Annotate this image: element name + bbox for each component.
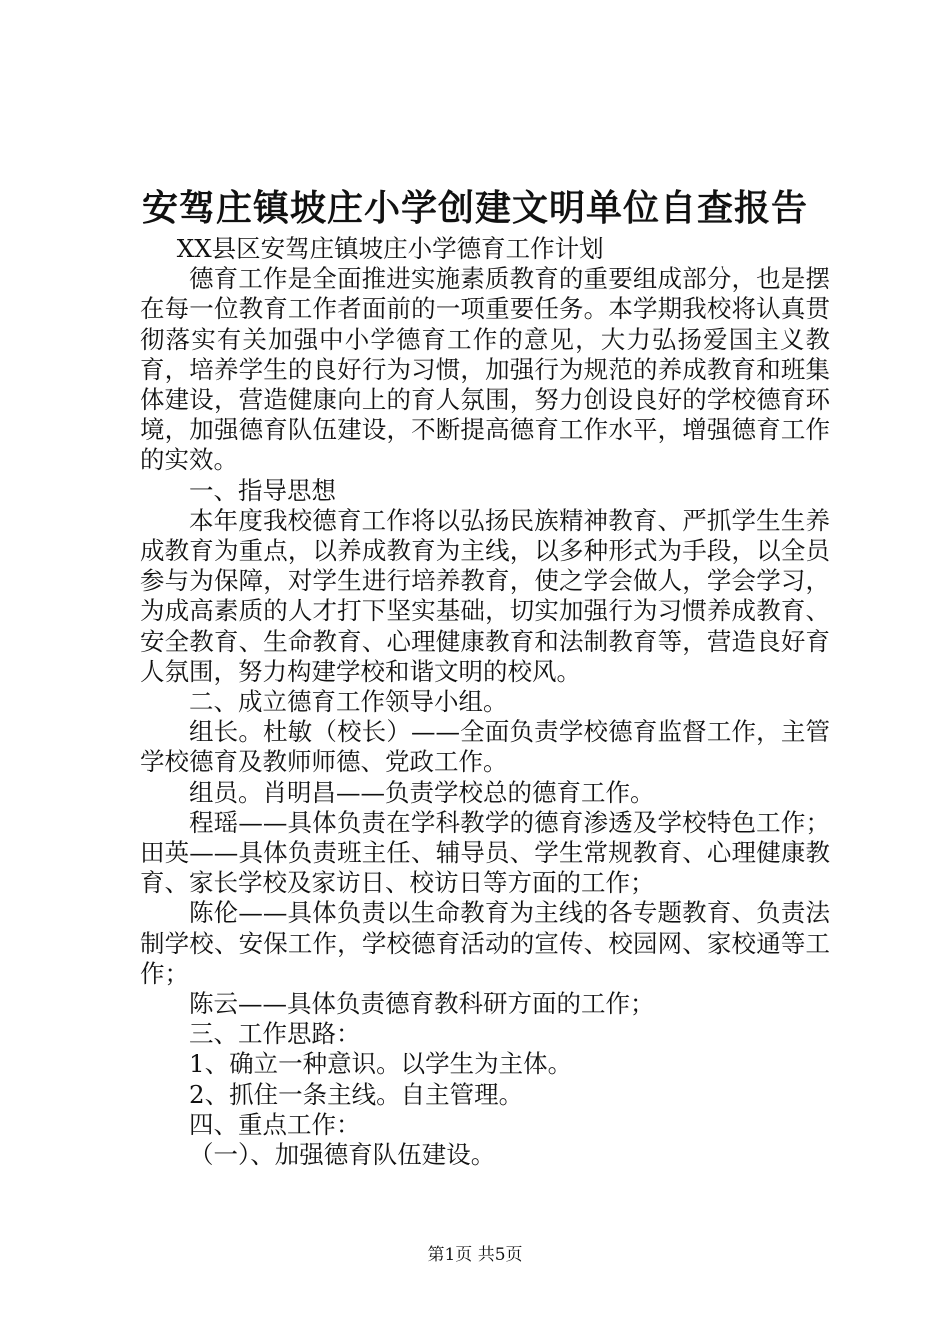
paragraph-intro: 德育工作是全面推进实施素质教育的重要组成部分，也是摆在每一位教育工作者面前的一项重要任务。本学期我校将认真贯彻落实有关加强中小学德育工作的意见，大力弘扬爱国主义教育，培养学生的良好行为习惯，加强行为规范的养成教育和班集体建设，营造健康向上的育人氛围，努力创设良好的学校德育环境，加强德育队伍建设，不断提高德育工作水平，增强德育工作的实效。 (140, 264, 830, 475)
section-heading-key-work: 四、重点工作： (189, 1109, 361, 1139)
paragraph-member-duties-1: 程瑶——具体负责在学科教学的德育渗透及学校特色工作；田英——具体负责班主任、辅导员、学生常规教育、心理健康教育、家长学校及家访日、校访日等方面的工作； (140, 807, 830, 898)
paragraph-member-duties-2: 陈伦——具体负责以生命教育为主线的各专题教育、负责法制学校、安保工作，学校德育活动的宣传、校园网、家校通等工作； (140, 898, 830, 988)
section-heading-work-approach: 三、工作思路： (189, 1019, 361, 1049)
plan-subtitle: XX县区安驾庄镇坡庄小学德育工作计划 (176, 234, 604, 263)
page-footer: 第1页 共5页 (427, 1245, 523, 1265)
document-title: 安驾庄镇坡庄小学创建文明单位自查报告 (141, 187, 808, 229)
list-item-approach-2: 2、抓住一条主线。自主管理。 (189, 1079, 524, 1109)
section-heading-guiding-thought: 一、指导思想 (189, 475, 336, 505)
paragraph-guiding-thought: 本年度我校德育工作将以弘扬民族精神教育、严抓学生生养成教育为重点，以养成教育为主线，以多种形式为手段，以全员参与为保障，对学生进行培养教育，使之学会做人，学会学习，为成高素质的人才打下坚实基础，切实加强行为习惯养成教育、安全教育、生命教育、心理健康教育和法制教育等，营造良好育人氛围，努力构建学校和谐文明的校风。 (140, 505, 830, 686)
paragraph-group-leader: 组长。杜敏（校长）——全面负责学校德育监督工作，主管学校德育及教师师德、党政工作。 (140, 717, 830, 777)
document-body (140, 234, 830, 1170)
subsection-heading-team-building: （一）、加强德育队伍建设。 (189, 1140, 496, 1170)
paragraph-group-member: 组员。肖明昌——负责学校总的德育工作。 (189, 777, 655, 807)
section-heading-leadership-group: 二、成立德育工作领导小组。 (189, 687, 508, 717)
list-item-approach-1: 1、确立一种意识。以学生为主体。 (189, 1049, 573, 1079)
paragraph-member-duties-3: 陈云——具体负责德育教科研方面的工作； (189, 989, 655, 1019)
